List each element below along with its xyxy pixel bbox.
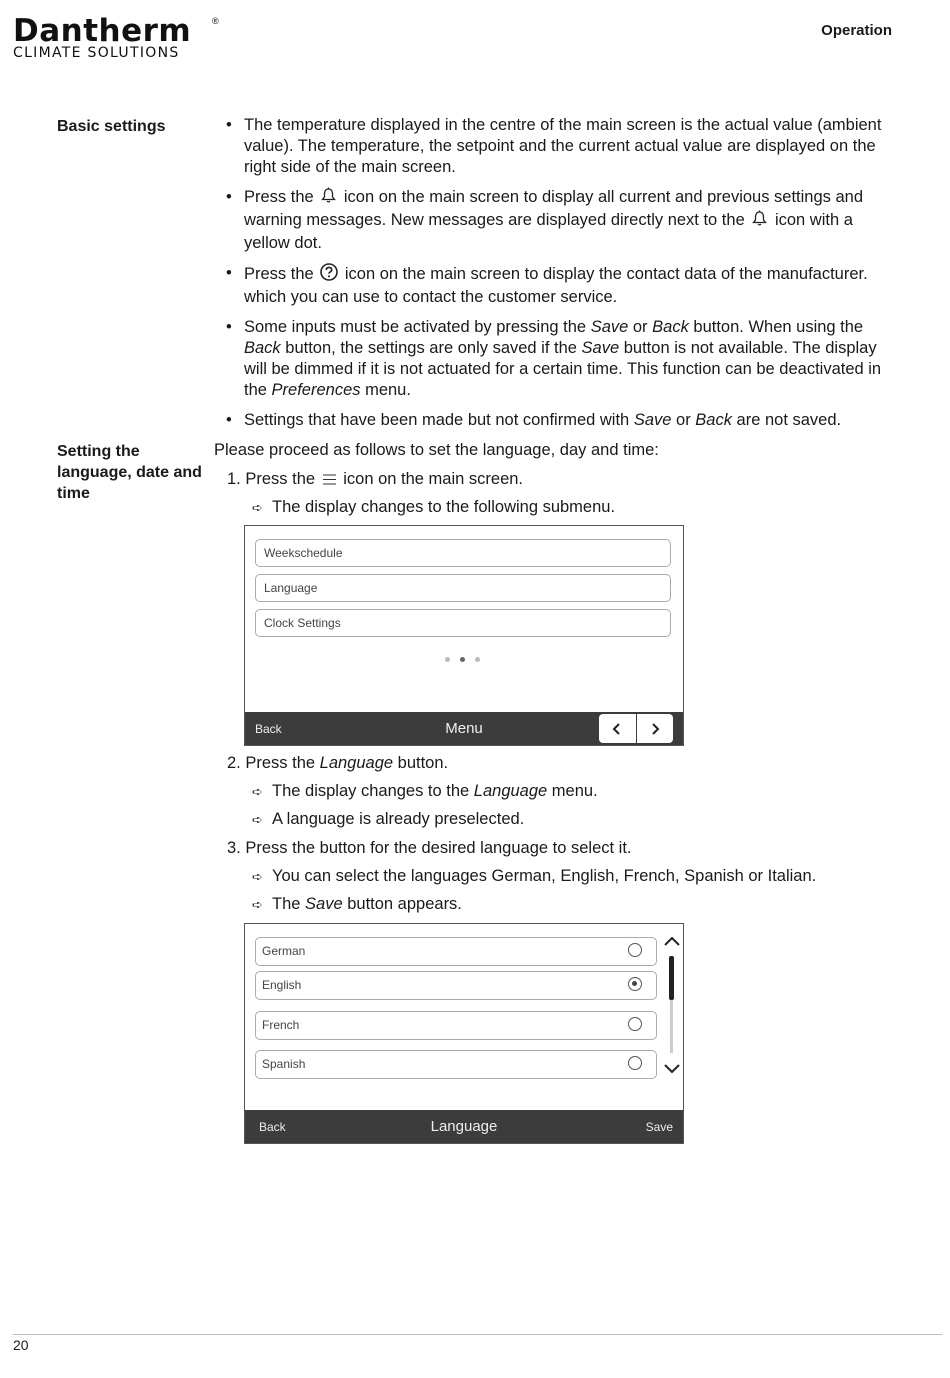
- radio-selected-icon: [628, 977, 642, 991]
- chevron-right-icon: [649, 722, 661, 736]
- menu-icon: [322, 471, 337, 492]
- step-2-result-1: ➪ The display changes to the Language menu.: [252, 782, 598, 800]
- step-2-result-2: ➪ A language is already preselected.: [252, 810, 525, 828]
- clock-settings-button[interactable]: Clock Settings: [255, 609, 671, 637]
- section-title: Operation: [821, 22, 892, 39]
- language-bottom-bar: [245, 1110, 683, 1143]
- list-item: • The temperature displayed in the centre of the main screen is the actual value (ambient value). The temperature, the setpoint and the current actual value are displayed on the right side of the main screen.: [226, 116, 882, 176]
- radio-unselected-icon: [628, 1056, 642, 1070]
- list-item: • Some inputs must be activated by pressing the Save or Back button. When using the Back button, the settings are only saved if the Save button is not available. The display will be dimmed if it is not actuated for a certain time. This function can be deactivated in the Preferences menu.: [226, 318, 882, 399]
- scroll-down-icon[interactable]: [663, 1063, 681, 1075]
- basic-settings-list: [226, 115, 896, 440]
- bell-icon: [320, 187, 337, 210]
- language-option-french[interactable]: French: [255, 1011, 657, 1040]
- footer-divider: [13, 1334, 942, 1335]
- result-arrow-icon: ➪: [252, 500, 263, 515]
- language-screen: [244, 923, 684, 1144]
- screen-title: Menu: [445, 720, 483, 737]
- logo-wordmark: Dantherm: [13, 13, 192, 49]
- menu-bottom-bar: [245, 712, 683, 745]
- page-indicator-dot: [475, 657, 480, 662]
- list-item: • Press the icon on the main screen to display all current and previous settings and warning messages. New messages are displayed directly next to the icon with a yellow dot.: [226, 188, 864, 252]
- weekschedule-button[interactable]: Weekschedule: [255, 539, 671, 567]
- radio-unselected-icon: [628, 1017, 642, 1031]
- step-1: 1. Press the icon on the main screen.: [227, 469, 523, 492]
- result-arrow-icon: ➪: [252, 784, 263, 799]
- chevron-left-icon: [611, 722, 623, 736]
- page-indicator-dot: [445, 657, 450, 662]
- scroll-up-icon[interactable]: [663, 935, 681, 947]
- radio-unselected-icon: [628, 943, 642, 957]
- dantherm-logo: [13, 13, 219, 61]
- page-navigation: [599, 714, 673, 743]
- help-icon: [320, 263, 338, 287]
- step-3-result-2: ➪ The Save button appears.: [252, 895, 462, 913]
- result-arrow-icon: ➪: [252, 812, 263, 827]
- registered-mark: ®: [212, 16, 219, 26]
- language-option-german[interactable]: German: [255, 937, 657, 966]
- list-item: • Settings that have been made but not confirmed with Save or Back are not saved.: [226, 411, 842, 429]
- menu-screen: [244, 525, 684, 746]
- result-arrow-icon: ➪: [252, 897, 263, 912]
- next-page-button[interactable]: [637, 714, 674, 743]
- back-button[interactable]: Back: [255, 722, 282, 736]
- back-button[interactable]: Back: [259, 1120, 286, 1134]
- language-button[interactable]: Language: [255, 574, 671, 602]
- previous-page-button[interactable]: [599, 714, 637, 743]
- page-indicator-dot-active: [460, 657, 465, 662]
- language-option-english[interactable]: English: [255, 971, 657, 1000]
- scrollbar-thumb[interactable]: [669, 956, 674, 1000]
- screen-title: Language: [430, 1118, 498, 1135]
- bell-icon: [751, 210, 768, 233]
- list-item: • Press the icon on the main screen to display the contact data of the manufacturer. which you can use to contact the customer service.: [226, 264, 868, 306]
- page-number: 20: [13, 1337, 29, 1353]
- setting-language-heading: Setting the language, date and time: [57, 443, 202, 502]
- step-1-result: ➪ The display changes to the following submenu.: [252, 498, 616, 516]
- language-option-spanish[interactable]: Spanish: [255, 1050, 657, 1079]
- result-arrow-icon: ➪: [252, 869, 263, 884]
- step-3: 3. Press the button for the desired language to select it.: [227, 839, 632, 857]
- basic-settings-heading: Basic settings: [57, 118, 166, 135]
- step-2: 2. Press the Language button.: [227, 754, 449, 772]
- logo-tagline: CLIMATE SOLUTIONS: [13, 45, 180, 61]
- step-3-result-1: ➪ You can select the languages German, English, French, Spanish or Italian.: [252, 867, 817, 885]
- save-button[interactable]: Save: [645, 1120, 673, 1134]
- intro-text: Please proceed as follows to set the language, day and time:: [214, 441, 659, 459]
